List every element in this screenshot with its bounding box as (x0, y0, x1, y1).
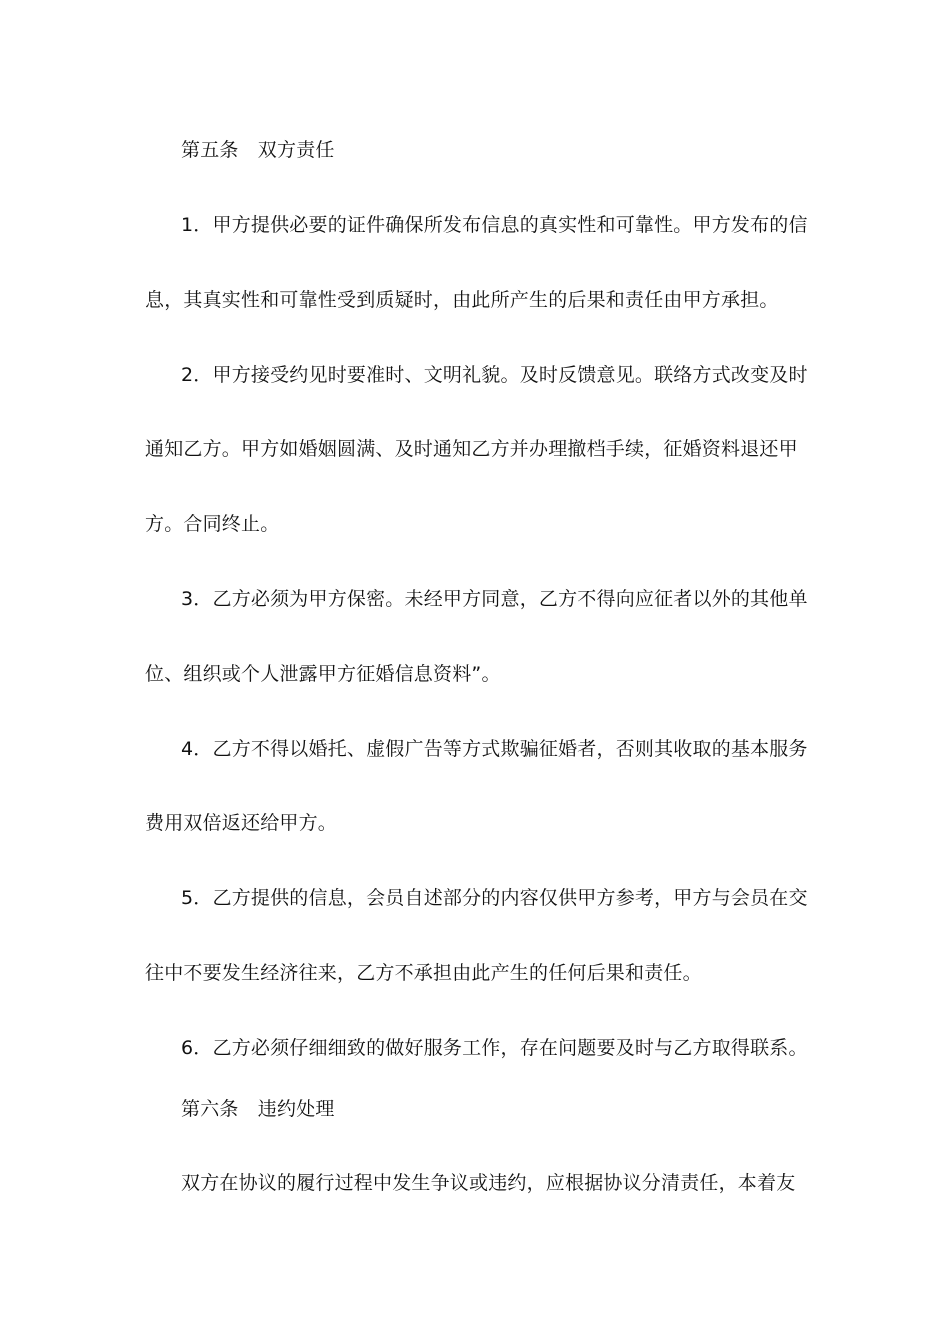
item-1-line-2: 息，其真实性和可靠性受到质疑时，由此所产生的后果和责任由甲方承担。 (145, 289, 779, 311)
item-5-line-1: 5．乙方提供的信息，会员自述部分的内容仅供甲方参考，甲方与会员在交 (181, 887, 808, 909)
article-6-paragraph-line-1: 双方在协议的履行过程中发生争议或违约，应根据协议分清责任，本着友 (181, 1172, 796, 1194)
item-5-line-2: 往中不要发生经济往来，乙方不承担由此产生的任何后果和责任。 (145, 962, 702, 984)
item-4-line-1: 4．乙方不得以婚托、虚假广告等方式欺骗征婚者，否则其收取的基本服务 (181, 738, 808, 760)
item-3-line-2: 位、组织或个人泄露甲方征婚信息资料”。 (145, 663, 501, 685)
article-6-heading: 第六条 违约处理 (181, 1098, 335, 1120)
item-1-line-1: 1．甲方提供必要的证件确保所发布信息的真实性和可靠性。甲方发布的信 (181, 214, 808, 236)
item-6-line-1: 6．乙方必须仔细细致的做好服务工作，存在问题要及时与乙方取得联系。 (181, 1037, 808, 1059)
item-2-line-1: 2．甲方接受约见时要准时、文明礼貌。及时反馈意见。联络方式改变及时 (181, 364, 808, 386)
item-3-line-1: 3．乙方必须为甲方保密。未经甲方同意，乙方不得向应征者以外的其他单 (181, 588, 808, 610)
item-2-line-2: 通知乙方。甲方如婚姻圆满、及时通知乙方并办理撤档手续，征婚资料退还甲 (145, 438, 798, 460)
item-4-line-2: 费用双倍返还给甲方。 (145, 812, 338, 834)
item-2-line-3: 方。合同终止。 (145, 513, 280, 535)
article-5-heading: 第五条 双方责任 (181, 139, 335, 161)
